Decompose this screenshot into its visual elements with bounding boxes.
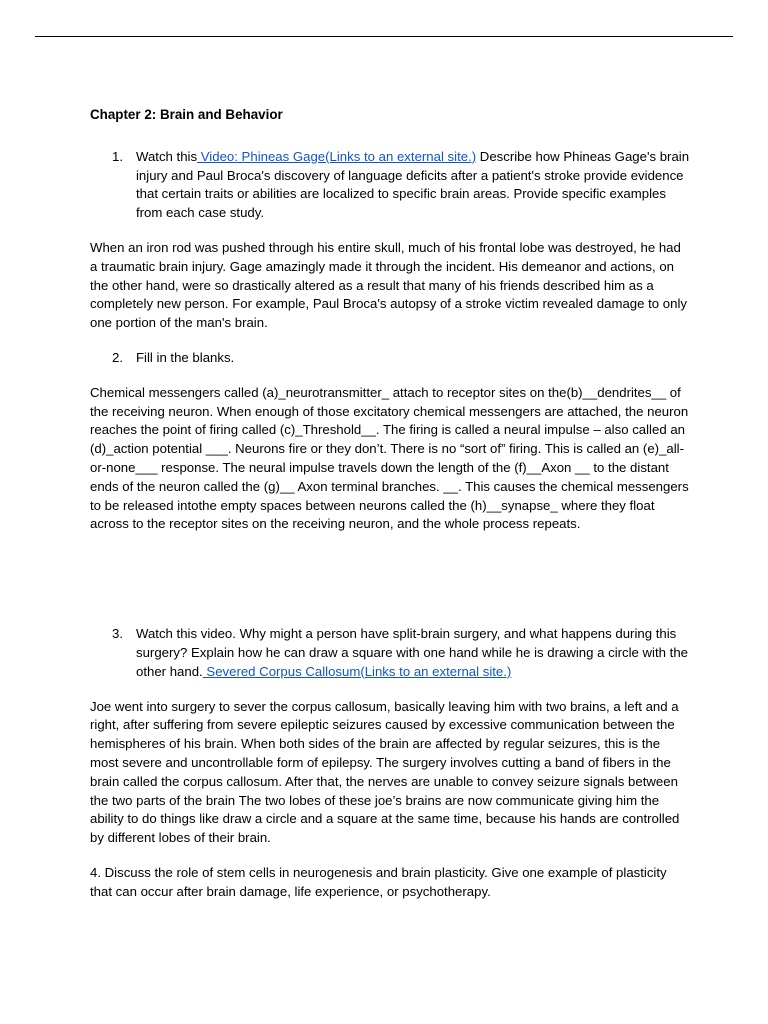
- answer-2: Chemical messengers called (a)_neurotransmitter_ attach to receptor sites on the(b)__dendrites__ of the receiving neuron. When enough of those excitatory chemical messengers are attached, the neuron reaches the point of firing called (c)_Threshold__. The firing is called a neural impulse – also called an (d)_action potential ___. Neurons fire or they don’t. There is no “sort of” firing. This is called an (e)_all-or-none___ response. The neural impulse travels down the length of the (f)__Axon __ to the distant ends of the neuron called the (g)__ Axon terminal branches. __. This causes the chemical messengers to be released intothe empty spaces between neurons called the (h)__synapse_ where they float across to the receptor sites on the receiving neuron, and the whole process repeats.: [90, 384, 689, 532]
- question-1-prefix: Watch this: [136, 148, 198, 164]
- question-3: [90, 625, 690, 681]
- answer-1: When an iron rod was pushed through his entire skull, much of his frontal lobe was destroyed, he had a traumatic brain injury. Gage amazingly made it through the incident. His demeanor and actions, on the other hand, were so drastically altered as a result that many of his friends described him as a completely new person. For example, Paul Broca's autopsy of a stroke victim revealed damage to only one portion of the man's brain.: [90, 239, 687, 331]
- severed-corpus-callosum-link[interactable]: Severed Corpus Callosum(Links to an external site.): [202, 663, 512, 679]
- question-3-body: Watch this video. Why might a person have split-brain surgery, and what happens during this surgery? Explain how he can draw a square with one hand while he is drawing a circle with the other hand.: [136, 626, 688, 679]
- question-2-number: 2.: [112, 349, 123, 365]
- question-4: 4. Discuss the role of stem cells in neurogenesis and brain plasticity. Give one example of plasticity that can occur after brain damage, life experience, or psychotherapy.: [90, 864, 667, 899]
- question-2: [90, 349, 690, 368]
- spacer: [90, 550, 690, 625]
- question-1-number: 1.: [112, 148, 123, 164]
- question-1: [90, 148, 690, 223]
- answer-3: Joe went into surgery to sever the corpus callosum, basically leaving him with two brains, a left and a right, after suffering from severe epileptic seizures caused by excessive communication between the hemispheres of his brain. When both sides of the brain are affected by regular seizures, this is the most severe and uncontrollable form of epilepsy. The surgery involves cutting a band of fibers in the brain called the corpus callosum. After that, the nerves are unable to convey seizure signals between the two parts of the brain The two lobes of these joe’s brains are now communicate giving him the ability to do things like draw a circle and a square at the same time, because his hands are controlled by different lobes of their brain.: [90, 698, 680, 846]
- question-3-number: 3.: [112, 626, 123, 642]
- chapter-title: Chapter 2: Brain and Behavior: [90, 107, 283, 122]
- document-body: [90, 106, 690, 918]
- phineas-gage-video-link[interactable]: Video: Phineas Gage(Links to an external site.): [197, 148, 477, 164]
- header-rule: [35, 36, 733, 37]
- question-3-text: [136, 625, 690, 681]
- question-2-text: Fill in the blanks.: [136, 349, 235, 365]
- question-1-text: [136, 148, 690, 223]
- question-1-suffix: Describe how Phineas Gage's brain injury and Paul Broca's discovery of language deficits after a patient's stroke provide evidence that certain traits or abilities are localized to specific brain areas. Provide specific examples from each case study.: [136, 148, 690, 221]
